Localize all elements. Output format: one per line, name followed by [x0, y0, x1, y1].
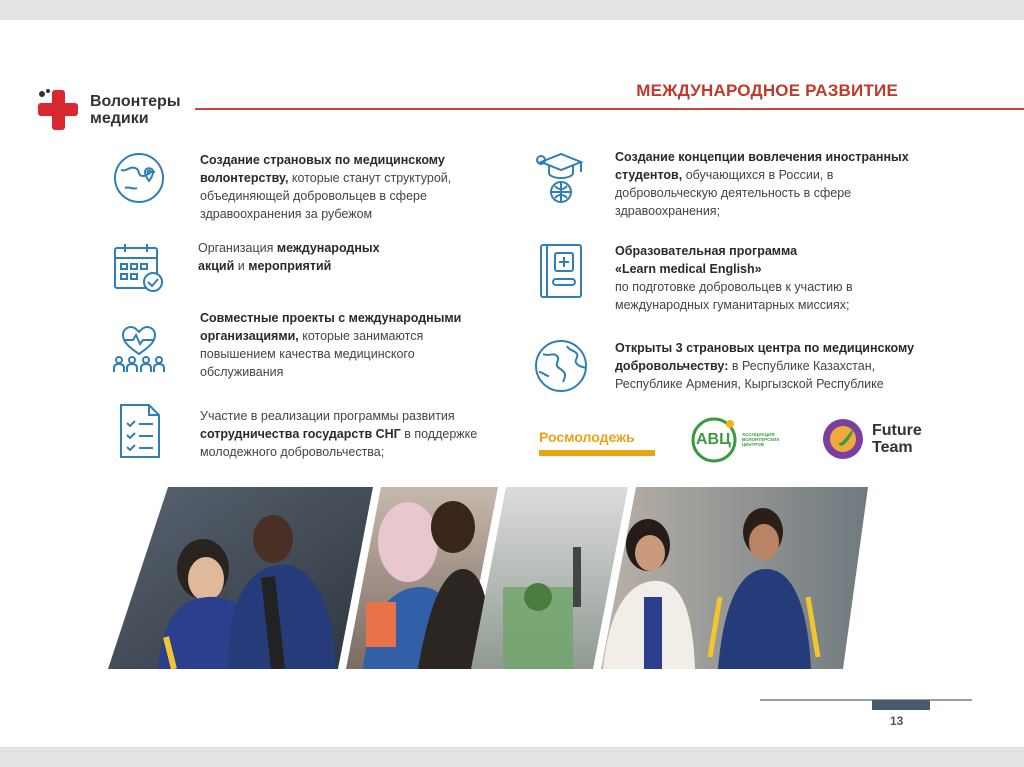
right-item-1-bold: Создание концепции вовлечения иностранных студентов, — [615, 150, 909, 182]
left-item-2-bold1: международных — [276, 241, 380, 255]
right-item-2-bold1: Образовательная программа — [615, 244, 798, 258]
right-item-1-rest: обучающихся в России, в добровольческую деятельность в сфере здравоохранения; — [615, 168, 852, 218]
page-title: МЕЖДУНАРОДНОЕ РАЗВИТИЕ — [636, 81, 898, 100]
page-number: 13 — [890, 714, 904, 728]
left-item-3-rest: которые занимаются повышением качества медицинского обслуживания — [200, 329, 424, 379]
right-item-1 — [615, 148, 915, 220]
future-team-logo — [820, 416, 940, 464]
graduation-globe-icon — [533, 148, 589, 204]
slide — [0, 20, 1024, 747]
checklist-icon — [113, 403, 169, 459]
left-item-4-rest: в поддержке молодежного добровольчества; — [200, 427, 478, 459]
future-team-text — [872, 422, 922, 456]
photo-4 — [601, 487, 868, 669]
right-item-3 — [615, 339, 945, 393]
left-item-3 — [200, 309, 470, 381]
right-item-2 — [615, 242, 905, 314]
avc-text: АВЦ — [696, 431, 731, 448]
avc-small-text: АССОЦИАЦИЯ ВОЛОНТЕРСКИХ ЦЕНТРОВ — [742, 432, 780, 447]
right-item-2-bold2: «Learn medical English» — [615, 262, 762, 276]
logo-line1: Волонтеры — [90, 93, 181, 110]
page-bar — [760, 699, 972, 701]
avc-logo — [690, 416, 790, 464]
photo-1 — [108, 487, 373, 669]
left-item-4-pre: Участие в реализации программы развития — [200, 409, 455, 423]
left-item-2-and: и — [234, 259, 249, 273]
left-item-1-bold: Создание страновых по медицинскому волонтерству, — [200, 153, 445, 185]
future-team-emblem-icon — [820, 416, 866, 462]
red-cross-icon — [36, 88, 80, 132]
heart-people-icon — [111, 320, 167, 376]
medical-book-icon — [535, 243, 591, 299]
rosmolodezh-logo: Росмолодежь — [539, 429, 635, 445]
left-item-2-mid: акций — [198, 259, 235, 273]
left-item-1-rest: которые станут структурой, объединяющей добровольцев в сфере здравоохранения за рубежом — [200, 171, 452, 221]
left-item-4-bold: сотрудничества государств СНГ — [200, 427, 401, 441]
left-item-3-bold: Совместные проекты с международными организациями, — [200, 311, 462, 343]
calendar-check-icon — [111, 240, 167, 296]
volunteer-medics-logo — [36, 88, 196, 134]
right-item-2-rest: по подготовке добровольцев к участию в международных гуманитарных миссиях; — [615, 280, 853, 312]
left-item-4 — [200, 407, 490, 461]
photo-collage — [108, 487, 868, 669]
logo-text — [90, 93, 181, 127]
left-item-2-pre: Организация — [198, 241, 277, 255]
photo-3 — [471, 487, 628, 669]
future-text: Future — [872, 422, 922, 439]
right-item-3-rest: в Республике Казахстан, Республике Армения, Кыргызской Республике — [615, 359, 884, 391]
team-text: Team — [872, 439, 913, 456]
left-item-2 — [198, 239, 488, 275]
left-item-2-bold2: мероприятий — [248, 259, 332, 273]
rosmolodezh-bar — [539, 450, 655, 456]
title-underline — [195, 108, 1024, 110]
right-item-3-bold: Открыты 3 страновых центра по медицинскому добровольчеству: — [615, 341, 915, 373]
left-item-1 — [200, 151, 490, 223]
page-indicator — [872, 700, 930, 710]
globe-pin-icon — [111, 150, 167, 206]
world-icon — [533, 338, 589, 394]
logo-line2: медики — [90, 110, 149, 127]
photo-2 — [346, 487, 498, 669]
